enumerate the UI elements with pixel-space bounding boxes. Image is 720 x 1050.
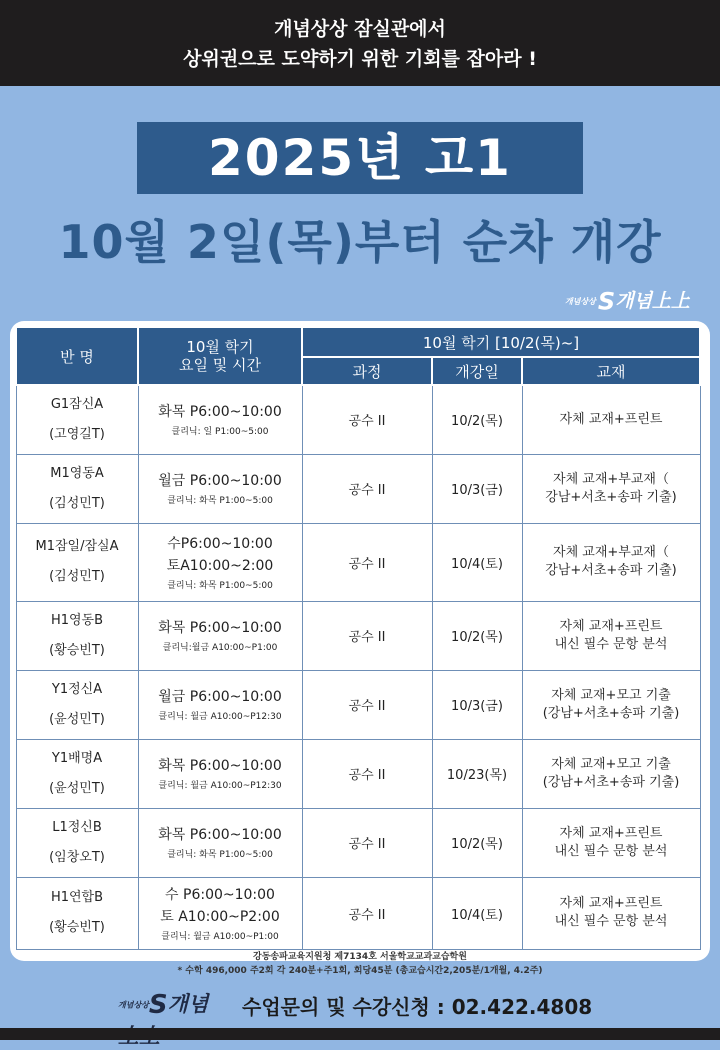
bottom-bar	[0, 1028, 720, 1040]
class-name: H1영동B	[50, 612, 104, 628]
class-time: 화목 P6:00~10:00	[158, 827, 282, 843]
course-cell: 공수 II	[302, 523, 432, 601]
textbook-cell	[522, 454, 700, 523]
table-row	[16, 670, 700, 739]
footer-notes	[0, 950, 720, 978]
textbook-line: 자체 교재+프린트	[559, 825, 663, 841]
textbook-line: 자체 교재+프린트	[559, 896, 663, 911]
year-title: 2025년 고1	[137, 122, 583, 194]
table-row	[16, 739, 700, 808]
table-row	[16, 523, 700, 601]
class-time: 토 A10:00~P2:00	[160, 908, 280, 925]
class-time: 토A10:00~2:00	[166, 557, 274, 574]
brand-logo-top	[565, 286, 695, 314]
teacher-name: (윤성민T)	[49, 780, 105, 796]
textbook-line: 자체 교재+부교재（	[553, 471, 669, 487]
header-start: 개강일	[432, 357, 522, 385]
start-date-cell: 10/2(목)	[432, 808, 522, 877]
class-time: 월금 P6:00~10:00	[158, 473, 282, 489]
textbook-line: (강남+서초+송파 기출)	[542, 774, 680, 790]
table-row	[16, 601, 700, 670]
class-name-cell	[16, 454, 138, 523]
course-cell: 공수 II	[302, 877, 432, 949]
class-name: H1연합B	[50, 890, 104, 905]
class-time: 화목 P6:00~10:00	[158, 404, 282, 421]
textbook-line: 자체 교재+프린트	[559, 618, 663, 634]
schedule-cell	[138, 739, 302, 808]
class-name: M1잠일/잠실A	[35, 539, 119, 554]
class-name-cell	[16, 739, 138, 808]
schedule-table	[15, 326, 701, 950]
class-name-cell	[16, 808, 138, 877]
textbook-cell	[522, 877, 700, 949]
fee-note: * 수학 496,000 주2회 각 240분+주1회, 회당45분 (총교습시간2,205분/1개월, 4.2주)	[177, 966, 543, 976]
class-name-cell	[16, 601, 138, 670]
class-name-cell	[16, 877, 138, 949]
class-time: 화목 P6:00~10:00	[158, 758, 282, 774]
course-cell: 공수 II	[302, 808, 432, 877]
class-time: 수 P6:00~10:00	[165, 886, 275, 903]
schedule-cell	[138, 601, 302, 670]
class-name-cell	[16, 670, 138, 739]
textbook-cell	[522, 808, 700, 877]
clinic-time: 클리닉: 월금 A10:00~P12:30	[158, 712, 282, 722]
contact-info: 수업문의 및 수강신청 : 02.422.4808	[242, 995, 593, 1019]
textbook-cell	[522, 670, 700, 739]
header-book: 교재	[522, 357, 700, 385]
brand-name: 개념	[167, 992, 209, 1016]
schedule-cell	[138, 385, 302, 454]
course-cell: 공수 II	[302, 601, 432, 670]
clinic-time: 클리닉: 월금 A10:00~P1:00	[161, 931, 279, 942]
start-date-cell: 10/2(목)	[432, 385, 522, 454]
textbook-cell	[522, 739, 700, 808]
brand-s-icon: S	[148, 990, 168, 1020]
header-course: 과정	[302, 357, 432, 385]
start-date-cell: 10/23(목)	[432, 739, 522, 808]
brand-s-icon: S	[597, 287, 616, 316]
header-class: 반 명	[16, 327, 138, 385]
textbook-cell	[522, 385, 700, 454]
textbook-line: 자체 교재+프린트	[559, 411, 663, 427]
textbook-line: 내신 필수 문항 분석	[554, 843, 668, 859]
registration-note: 강동송파교육지원청 제7134호 서울학교교과교습학원	[253, 952, 467, 962]
teacher-name: (황승빈T)	[49, 920, 105, 935]
start-date-cell: 10/2(목)	[432, 601, 522, 670]
schedule-cell	[138, 877, 302, 949]
opening-date-title: 10월 2일(목)부터 순차 개강	[58, 215, 662, 269]
clinic-time: 클리닉: 화목 P1:00~5:00	[167, 580, 273, 591]
teacher-name: (고영길T)	[49, 426, 105, 442]
top-banner	[0, 0, 720, 86]
class-name: Y1정신A	[51, 681, 103, 697]
clinic-time: 클리닉: 화목 P1:00~5:00	[167, 850, 273, 860]
clinic-time: 클리닉: 화목 P1:00~5:00	[167, 496, 273, 506]
schedule-cell	[138, 523, 302, 601]
teacher-name: (임창오T)	[49, 849, 105, 865]
schedule-cell	[138, 670, 302, 739]
course-cell: 공수 II	[302, 454, 432, 523]
teacher-name: (김성민T)	[49, 569, 105, 584]
start-date-cell: 10/4(토)	[432, 523, 522, 601]
start-date-cell: 10/3(금)	[432, 670, 522, 739]
clinic-time: 클리닉: 월금 A10:00~P12:30	[158, 781, 282, 791]
brand-logo-bottom	[118, 988, 228, 1022]
class-name: L1정신B	[52, 819, 102, 835]
class-name-cell	[16, 385, 138, 454]
textbook-cell	[522, 523, 700, 601]
textbook-line: 강남+서초+송파 기출)	[545, 563, 677, 578]
textbook-line: 강남+서초+송파 기출)	[545, 489, 677, 505]
schedule-cell	[138, 808, 302, 877]
header-term: 10월 학기 [10/2(목)~]	[302, 327, 700, 357]
textbook-line: 내신 필수 문항 분석	[554, 636, 668, 652]
teacher-name: (황승빈T)	[49, 642, 105, 658]
table-row	[16, 808, 700, 877]
header-line-1: 개념상상 잠실관에서	[274, 18, 446, 40]
textbook-line: 자체 교재+모고 기출	[551, 756, 671, 772]
brand-small-text: 개념상상	[118, 1000, 149, 1010]
course-cell: 공수 II	[302, 670, 432, 739]
class-time: 수P6:00~10:00	[167, 535, 273, 552]
textbook-line: 내신 필수 문항 분석	[554, 914, 668, 929]
brand-small-text: 개념상상	[565, 297, 596, 306]
clinic-time: 클리닉:월금 A10:00~P1:00	[162, 643, 278, 653]
class-name: M1영동A	[50, 465, 104, 481]
teacher-name: (김성민T)	[49, 495, 105, 511]
schedule-cell	[138, 454, 302, 523]
header-line-2: 상위권으로 도약하기 위한 기회를 잡아라 !	[183, 48, 537, 70]
table-row	[16, 877, 700, 949]
class-time: 월금 P6:00~10:00	[158, 689, 282, 705]
class-name: Y1배명A	[51, 750, 103, 766]
textbook-line: 자체 교재+부교재（	[553, 545, 669, 560]
teacher-name: (윤성민T)	[49, 711, 105, 727]
textbook-line: 자체 교재+모고 기출	[551, 687, 671, 703]
clinic-time: 클리닉: 일 P1:00~5:00	[171, 427, 269, 438]
start-date-cell: 10/4(토)	[432, 877, 522, 949]
class-name: G1잠신A	[50, 396, 104, 412]
course-cell: 공수 II	[302, 385, 432, 454]
textbook-cell	[522, 601, 700, 670]
class-time: 화목 P6:00~10:00	[158, 620, 282, 636]
brand-name: 개념上上	[615, 290, 690, 312]
course-cell: 공수 II	[302, 739, 432, 808]
textbook-line: (강남+서초+송파 기출)	[542, 705, 680, 721]
header-time: 10월 학기 요일 및 시간	[138, 327, 302, 385]
start-date-cell: 10/3(금)	[432, 454, 522, 523]
table-row	[16, 454, 700, 523]
table-row	[16, 385, 700, 454]
class-name-cell	[16, 523, 138, 601]
